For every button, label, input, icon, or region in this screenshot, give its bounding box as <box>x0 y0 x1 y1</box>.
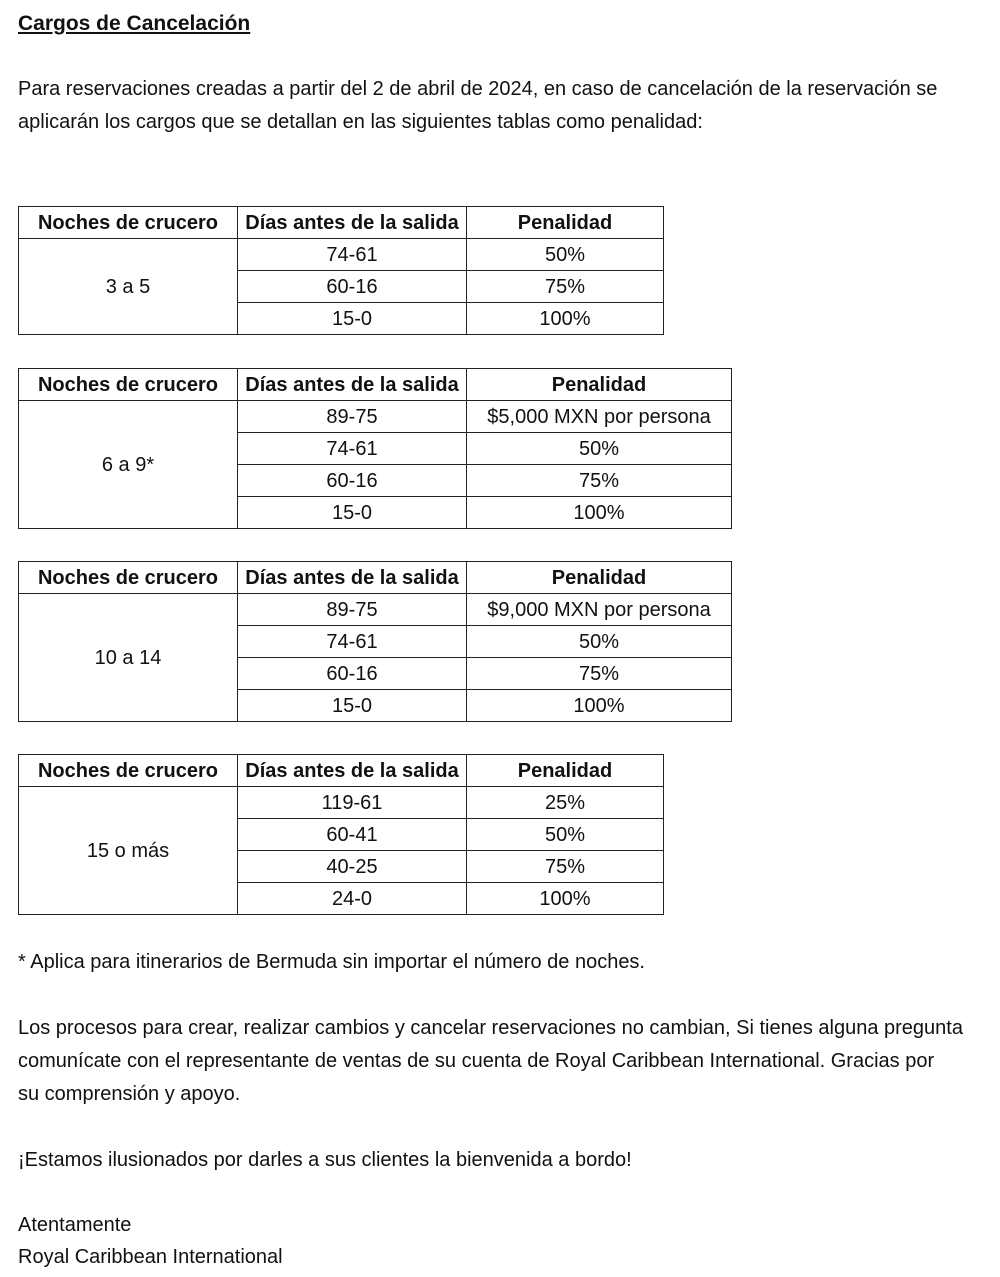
nights-cell: 3 a 5 <box>19 239 238 335</box>
days-cell: 74-61 <box>238 626 467 658</box>
table-row <box>19 239 664 271</box>
days-cell: 24-0 <box>238 883 467 915</box>
cancellation-table-10-14 <box>18 561 732 722</box>
days-cell: 40-25 <box>238 851 467 883</box>
header-nights: Noches de crucero <box>19 562 238 594</box>
document-title: Cargos de Cancelación <box>18 12 251 35</box>
header-nights: Noches de crucero <box>19 755 238 787</box>
days-cell: 60-16 <box>238 658 467 690</box>
cancellation-table-15-plus <box>18 754 664 915</box>
penalty-cell: 50% <box>467 819 664 851</box>
processes-line: comunícate con el representante de ventas de su cuenta de Royal Caribbean International. Gracias por <box>18 1050 935 1072</box>
table-row <box>19 787 664 819</box>
processes-line: su comprensión y apoyo. <box>18 1083 241 1105</box>
processes-paragraph <box>18 1012 978 1111</box>
days-cell: 15-0 <box>238 303 467 335</box>
days-cell: 119-61 <box>238 787 467 819</box>
table-header-row <box>19 369 732 401</box>
table-row <box>19 594 732 626</box>
nights-cell: 15 o más <box>19 787 238 915</box>
penalty-cell: 50% <box>467 433 732 465</box>
days-cell: 89-75 <box>238 401 467 433</box>
header-penalty: Penalidad <box>467 755 664 787</box>
closing-salutation: Atentamente <box>18 1214 132 1236</box>
penalty-cell: 75% <box>467 465 732 497</box>
processes-line: Los procesos para crear, realizar cambios y cancelar reservaciones no cambian, Si tienes alguna pregunta <box>18 1017 963 1039</box>
days-cell: 89-75 <box>238 594 467 626</box>
header-days: Días antes de la salida <box>238 369 467 401</box>
days-cell: 15-0 <box>238 690 467 722</box>
footnote: * Aplica para itinerarios de Bermuda sin importar el número de noches. <box>18 951 645 973</box>
header-days: Días antes de la salida <box>238 207 467 239</box>
header-penalty: Penalidad <box>467 207 664 239</box>
header-nights: Noches de crucero <box>19 369 238 401</box>
penalty-cell: 50% <box>467 626 732 658</box>
penalty-cell: 25% <box>467 787 664 819</box>
nights-cell: 10 a 14 <box>19 594 238 722</box>
cancellation-table-3-5 <box>18 206 664 335</box>
days-cell: 74-61 <box>238 433 467 465</box>
document-page <box>18 0 983 1277</box>
cancellation-table-6-9 <box>18 368 732 529</box>
closing-signature: Royal Caribbean International <box>18 1246 283 1268</box>
days-cell: 15-0 <box>238 497 467 529</box>
header-nights: Noches de crucero <box>19 207 238 239</box>
days-cell: 60-16 <box>238 271 467 303</box>
header-penalty: Penalidad <box>467 369 732 401</box>
intro-paragraph <box>18 73 978 139</box>
days-cell: 60-16 <box>238 465 467 497</box>
penalty-cell: $9,000 MXN por persona <box>467 594 732 626</box>
header-days: Días antes de la salida <box>238 562 467 594</box>
penalty-cell: 75% <box>467 851 664 883</box>
penalty-cell: 100% <box>467 883 664 915</box>
penalty-cell: 50% <box>467 239 664 271</box>
table-row <box>19 401 732 433</box>
table-header-row <box>19 207 664 239</box>
intro-line: Para reservaciones creadas a partir del 2 de abril de 2024, en caso de cancelación de la reservación se <box>18 78 938 100</box>
table-header-row <box>19 755 664 787</box>
days-cell: 60-41 <box>238 819 467 851</box>
penalty-cell: 100% <box>467 690 732 722</box>
penalty-cell: 75% <box>467 271 664 303</box>
nights-cell: 6 a 9* <box>19 401 238 529</box>
penalty-cell: 75% <box>467 658 732 690</box>
penalty-cell: 100% <box>467 497 732 529</box>
intro-line: aplicarán los cargos que se detallan en las siguientes tablas como penalidad: <box>18 111 703 133</box>
days-cell: 74-61 <box>238 239 467 271</box>
header-penalty: Penalidad <box>467 562 732 594</box>
penalty-cell: 100% <box>467 303 664 335</box>
table-header-row <box>19 562 732 594</box>
welcome-message: ¡Estamos ilusionados por darles a sus clientes la bienvenida a bordo! <box>18 1149 632 1171</box>
penalty-cell: $5,000 MXN por persona <box>467 401 732 433</box>
header-days: Días antes de la salida <box>238 755 467 787</box>
